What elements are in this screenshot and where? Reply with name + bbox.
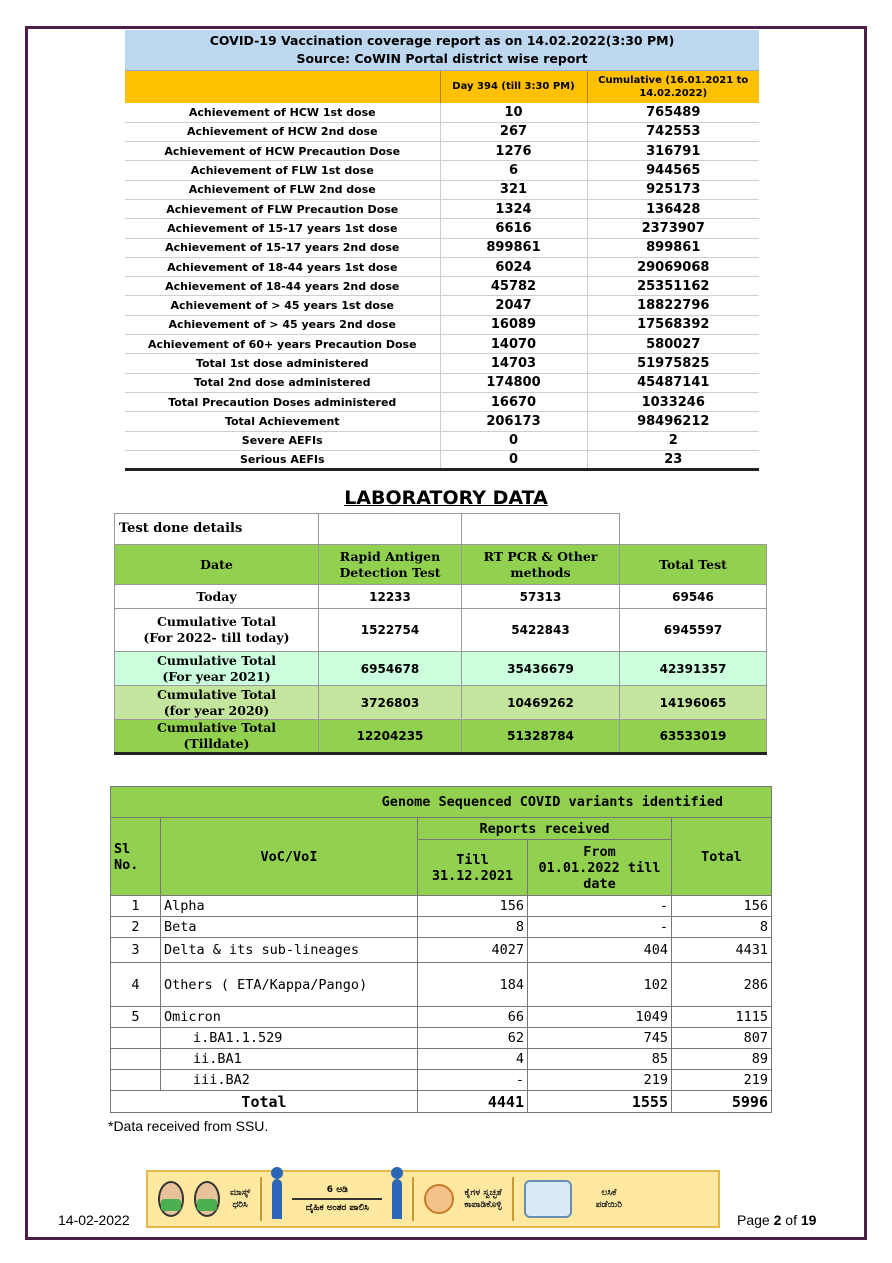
lab-header-rtpcr	[462, 545, 620, 585]
lab-row	[115, 686, 767, 720]
lab-blank-cell	[319, 514, 462, 545]
vaccination-row-label: Total Precaution Doses administered	[125, 392, 440, 411]
genome-row-variant: Others ( ETA/Kappa/Pango)	[161, 963, 418, 1007]
lab-row-rtpcr: 35436679	[462, 652, 620, 686]
lab-test-done-label: Test done details	[115, 514, 319, 545]
vaccination-header-row	[125, 70, 759, 103]
covid-behaviour-banner	[146, 1170, 720, 1228]
distance-arrow-icon	[292, 1198, 382, 1200]
vaccination-row	[125, 450, 759, 469]
vaccination-row-cumulative: 45487141	[587, 373, 759, 392]
lab-row-label	[115, 609, 319, 652]
distance-label-bottom: ದೈಹಿಕ ಅಂತರ ಪಾಲಿಸಿ	[305, 1203, 369, 1213]
lab-row	[115, 652, 767, 686]
vaccination-row	[125, 257, 759, 276]
vaccination-row-cumulative: 29069068	[587, 257, 759, 276]
vaccine-label-line1: ಲಸಿಕೆ	[601, 1188, 617, 1198]
vaccination-row-cumulative: 925173	[587, 180, 759, 199]
genome-row-from: 219	[528, 1070, 672, 1091]
vaccination-title-line1: COVID-19 Vaccination coverage report as on 14.02.2022(3:30 PM)	[209, 32, 675, 48]
genome-table	[110, 786, 772, 1113]
genome-row-till: 4027	[418, 938, 528, 963]
vaccination-row-label: Achievement of > 45 years 1st dose	[125, 296, 440, 315]
vaccination-row-label: Achievement of 18-44 years 1st dose	[125, 257, 440, 276]
genome-row-from: 102	[528, 963, 672, 1007]
vaccination-source: Source: CoWIN Portal district wise report	[296, 50, 588, 66]
genome-row-from: 85	[528, 1049, 672, 1070]
genome-row-variant: Delta & its sub-lineages	[161, 938, 418, 963]
vaccination-row-cumulative: 18822796	[587, 296, 759, 315]
vaccination-row-day: 1276	[440, 142, 587, 161]
genome-row-total: 8	[672, 917, 772, 938]
genome-row-variant: Alpha	[161, 896, 418, 917]
vaccination-doctor-icon	[524, 1180, 572, 1218]
genome-row-from: 1049	[528, 1007, 672, 1028]
genome-header-sl-line1: Sl	[114, 840, 131, 857]
genome-row	[111, 896, 772, 917]
vaccination-row-label: Total Achievement	[125, 412, 440, 431]
genome-row-sl: 3	[111, 938, 161, 963]
vaccination-row-day: 321	[440, 180, 587, 199]
vaccination-row-day: 899861	[440, 238, 587, 257]
masked-face-icon	[158, 1181, 184, 1217]
vaccination-row-cumulative: 2	[587, 431, 759, 450]
genome-header-voc: VoC/VoI	[161, 818, 418, 896]
vaccination-row-label: Achievement of 15-17 years 1st dose	[125, 219, 440, 238]
genome-row-till: 62	[418, 1028, 528, 1049]
vaccination-row	[125, 315, 759, 334]
distance-label	[292, 1184, 382, 1214]
hand-wash-icon	[424, 1184, 454, 1214]
lab-row-label	[115, 652, 319, 686]
vaccination-row-day: 45782	[440, 277, 587, 296]
vaccination-row-label: Achievement of > 45 years 2nd dose	[125, 315, 440, 334]
genome-title-row	[111, 787, 772, 818]
mask-label-line2: ಧರಿಸಿ	[232, 1200, 248, 1210]
lab-header-rtpcr-line2: methods	[510, 564, 571, 580]
genome-row	[111, 1007, 772, 1028]
vaccination-row-cumulative: 51975825	[587, 354, 759, 373]
genome-row-from: 404	[528, 938, 672, 963]
person-icon	[392, 1179, 402, 1219]
genome-row-till: 184	[418, 963, 528, 1007]
vaccination-row	[125, 142, 759, 161]
lab-row-rtpcr: 10469262	[462, 686, 620, 720]
genome-row-variant: Beta	[161, 917, 418, 938]
genome-row-variant: Omicron	[161, 1007, 418, 1028]
vaccination-row-day: 206173	[440, 412, 587, 431]
lab-row-total: 14196065	[620, 686, 767, 720]
vaccination-row-label: Achievement of 15-17 years 2nd dose	[125, 238, 440, 257]
lab-row	[115, 720, 767, 754]
data-source-note: *Data received from SSU.	[108, 1118, 269, 1134]
vaccination-row-cumulative: 2373907	[587, 219, 759, 238]
genome-row-sl	[111, 1049, 161, 1070]
lab-header-row	[115, 545, 767, 585]
hand-hygiene-line1: ಕೈಗಳ ಸ್ವಚ್ಛತೆ	[464, 1188, 502, 1198]
lab-row-total: 6945597	[620, 609, 767, 652]
genome-header-from-line3: date	[583, 875, 616, 892]
genome-total-from: 1555	[528, 1091, 672, 1113]
page-total: 19	[800, 1212, 817, 1228]
genome-row-sl	[111, 1070, 161, 1091]
vaccination-row	[125, 199, 759, 218]
lab-row-label-line2: (For year 2021)	[162, 668, 271, 684]
laboratory-heading-text: LABORATORY DATA	[344, 487, 548, 509]
vaccination-row	[125, 431, 759, 450]
mask-label-line1: ಮಾಸ್ಕ್	[230, 1188, 251, 1198]
vaccination-row	[125, 277, 759, 296]
lab-row-rtpcr: 5422843	[462, 609, 620, 652]
vaccination-row-label: Serious AEFIs	[125, 450, 440, 469]
masked-face-icon	[194, 1181, 220, 1217]
vaccination-row-day: 6	[440, 161, 587, 180]
genome-row-total: 156	[672, 896, 772, 917]
lab-row-rapid: 6954678	[319, 652, 462, 686]
vaccination-row-cumulative: 742553	[587, 122, 759, 141]
genome-row-from: 745	[528, 1028, 672, 1049]
genome-row-sl: 1	[111, 896, 161, 917]
lab-header-total: Total Test	[620, 545, 767, 585]
lab-row-label-line1: Cumulative Total	[156, 652, 277, 668]
genome-total-till: 4441	[418, 1091, 528, 1113]
vaccination-row-cumulative: 25351162	[587, 277, 759, 296]
vaccination-row-cumulative: 316791	[587, 142, 759, 161]
lab-header-rapid-line1: Rapid Antigen	[339, 548, 441, 564]
vaccination-row-label: Achievement of 18-44 years 2nd dose	[125, 277, 440, 296]
vaccination-row	[125, 122, 759, 141]
vaccination-row	[125, 238, 759, 257]
genome-title: Genome Sequenced COVID variants identified	[111, 787, 772, 818]
genome-row-total: 1115	[672, 1007, 772, 1028]
genome-row-sl: 4	[111, 963, 161, 1007]
vaccination-row-cumulative: 899861	[587, 238, 759, 257]
vaccination-row-cumulative: 765489	[587, 103, 759, 122]
genome-total-row	[111, 1091, 772, 1113]
page-number	[737, 1212, 816, 1228]
genome-header-from	[528, 840, 672, 896]
vaccination-row	[125, 180, 759, 199]
genome-total-total: 5996	[672, 1091, 772, 1113]
genome-row	[111, 1028, 772, 1049]
lab-row-rtpcr: 51328784	[462, 720, 620, 754]
vaccination-header-blank	[125, 70, 440, 103]
genome-row	[111, 1049, 772, 1070]
vaccination-row-label: Achievement of HCW 1st dose	[125, 103, 440, 122]
lab-row-label-line1: Today	[196, 588, 237, 604]
genome-header-reports: Reports received	[418, 818, 672, 840]
vaccination-row-cumulative: 136428	[587, 199, 759, 218]
vaccination-row	[125, 161, 759, 180]
genome-row-sl: 2	[111, 917, 161, 938]
genome-row-sl: 5	[111, 1007, 161, 1028]
genome-row-total: 286	[672, 963, 772, 1007]
mask-label	[230, 1187, 250, 1211]
cumulative-header-line1: Cumulative (16.01.2021 to	[598, 74, 749, 86]
lab-row	[115, 609, 767, 652]
vaccination-title-row	[125, 30, 759, 70]
lab-header-rapid	[319, 545, 462, 585]
lab-row	[115, 585, 767, 609]
lab-test-done-row	[115, 514, 767, 545]
lab-row-rapid: 12233	[319, 585, 462, 609]
banner-divider	[260, 1177, 262, 1221]
lab-row-label-line2: (For 2022- till today)	[143, 630, 290, 645]
vaccine-label-line2: ಪಡೆಯಿರಿ	[595, 1200, 623, 1210]
genome-header-sl-line2: No.	[114, 856, 139, 873]
lab-row-label-line2: (Tilldate)	[183, 736, 250, 751]
vaccination-row-cumulative: 98496212	[587, 412, 759, 431]
genome-row-till: 4	[418, 1049, 528, 1070]
vaccination-row-day: 174800	[440, 373, 587, 392]
lab-header-rapid-line2: Detection Test	[339, 564, 441, 580]
genome-row-total: 4431	[672, 938, 772, 963]
vaccination-row-cumulative: 17568392	[587, 315, 759, 334]
vaccination-row	[125, 373, 759, 392]
genome-row	[111, 917, 772, 938]
genome-header-from-line1: From	[583, 843, 616, 860]
genome-total-label: Total	[111, 1091, 418, 1113]
genome-row-variant: iii.BA2	[161, 1070, 418, 1091]
genome-row-till: -	[418, 1070, 528, 1091]
vaccination-row-label: Severe AEFIs	[125, 431, 440, 450]
lab-row-label	[115, 720, 319, 754]
vaccination-row-label: Achievement of HCW Precaution Dose	[125, 142, 440, 161]
vaccination-row-cumulative: 1033246	[587, 392, 759, 411]
lab-row-label-line1: Cumulative Total	[156, 614, 277, 629]
vaccination-row-day: 267	[440, 122, 587, 141]
lab-blank-cell	[462, 514, 620, 545]
genome-header-till	[418, 840, 528, 896]
vaccination-row-day: 0	[440, 431, 587, 450]
banner-divider	[512, 1177, 514, 1221]
genome-row-variant: ii.BA1	[161, 1049, 418, 1070]
banner-divider	[412, 1177, 414, 1221]
genome-header-sl	[111, 818, 161, 896]
laboratory-table	[114, 513, 767, 755]
lab-row-rapid: 1522754	[319, 609, 462, 652]
vaccination-row-label: Achievement of FLW 1st dose	[125, 161, 440, 180]
vaccination-row-day: 6616	[440, 219, 587, 238]
vaccination-row-label: Total 1st dose administered	[125, 354, 440, 373]
vaccination-row-day: 1324	[440, 199, 587, 218]
vaccination-row-day: 2047	[440, 296, 587, 315]
vaccination-row	[125, 335, 759, 354]
genome-row-till: 66	[418, 1007, 528, 1028]
vaccination-row	[125, 219, 759, 238]
vaccine-label	[596, 1187, 622, 1211]
genome-header-till-line1: Till	[456, 851, 489, 868]
vaccination-row-label: Achievement of FLW Precaution Dose	[125, 199, 440, 218]
vaccination-row-cumulative: 23	[587, 450, 759, 469]
lab-blank-cell	[620, 514, 767, 545]
genome-row-from: -	[528, 917, 672, 938]
vaccination-row-label: Achievement of FLW 2nd dose	[125, 180, 440, 199]
vaccination-row-day: 16670	[440, 392, 587, 411]
footer-date: 14-02-2022	[58, 1212, 130, 1228]
genome-row-total: 807	[672, 1028, 772, 1049]
hand-hygiene-line2: ಕಾಪಾಡಿಕೊಳ್ಳಿ	[464, 1200, 502, 1210]
vaccination-row	[125, 412, 759, 431]
genome-row-variant: i.BA1.1.529	[161, 1028, 418, 1049]
hand-hygiene-label	[464, 1187, 501, 1211]
genome-row-from: -	[528, 896, 672, 917]
genome-header-total: Total	[672, 818, 772, 896]
lab-row-label-line2: (for year 2020)	[163, 702, 270, 718]
lab-row-rapid: 12204235	[319, 720, 462, 754]
laboratory-heading	[0, 487, 892, 509]
genome-row-sl	[111, 1028, 161, 1049]
vaccination-row-day: 16089	[440, 315, 587, 334]
vaccination-row	[125, 392, 759, 411]
vaccination-row-day: 0	[440, 450, 587, 469]
genome-row-total: 219	[672, 1070, 772, 1091]
vaccination-title	[125, 30, 759, 70]
cumulative-header-line2: 14.02.2022)	[639, 87, 708, 99]
vaccination-row	[125, 103, 759, 122]
distance-label-top: 6 ಅಡಿ	[326, 1185, 348, 1195]
vaccination-row	[125, 354, 759, 373]
person-icon	[272, 1179, 282, 1219]
genome-row-till: 8	[418, 917, 528, 938]
genome-row-till: 156	[418, 896, 528, 917]
lab-row-label-line1: Cumulative Total	[156, 720, 277, 735]
genome-row-total: 89	[672, 1049, 772, 1070]
vaccination-row-day: 14703	[440, 354, 587, 373]
lab-row-label	[115, 686, 319, 720]
lab-row-rapid: 3726803	[319, 686, 462, 720]
lab-row-label	[115, 585, 319, 609]
vaccination-header-day: Day 394 (till 3:30 PM)	[440, 70, 587, 103]
vaccination-header-cumulative	[587, 70, 759, 103]
vaccination-row-cumulative: 944565	[587, 161, 759, 180]
genome-row	[111, 1070, 772, 1091]
genome-header-from-line2: 01.01.2022 till	[538, 859, 661, 876]
vaccination-row-day: 10	[440, 103, 587, 122]
lab-row-total: 42391357	[620, 652, 767, 686]
vaccination-row-cumulative: 580027	[587, 335, 759, 354]
lab-header-date: Date	[115, 545, 319, 585]
vaccination-row-day: 6024	[440, 257, 587, 276]
lab-row-rtpcr: 57313	[462, 585, 620, 609]
genome-header-till-line2: 31.12.2021	[431, 867, 514, 884]
genome-row	[111, 938, 772, 963]
genome-header-row	[111, 818, 772, 840]
genome-row	[111, 963, 772, 1007]
lab-row-total: 63533019	[620, 720, 767, 754]
vaccination-row-label: Achievement of HCW 2nd dose	[125, 122, 440, 141]
lab-row-total: 69546	[620, 585, 767, 609]
vaccination-row-label: Achievement of 60+ years Precaution Dose	[125, 335, 440, 354]
vaccination-row	[125, 296, 759, 315]
vaccination-table	[125, 30, 759, 471]
page-prefix: Page	[737, 1212, 774, 1228]
page-of: of	[781, 1212, 801, 1228]
page-current: 2	[773, 1212, 782, 1228]
vaccination-row-day: 14070	[440, 335, 587, 354]
lab-header-rtpcr-line1: RT PCR & Other	[483, 548, 598, 564]
lab-row-label-line1: Cumulative Total	[156, 686, 277, 702]
vaccination-row-label: Total 2nd dose administered	[125, 373, 440, 392]
